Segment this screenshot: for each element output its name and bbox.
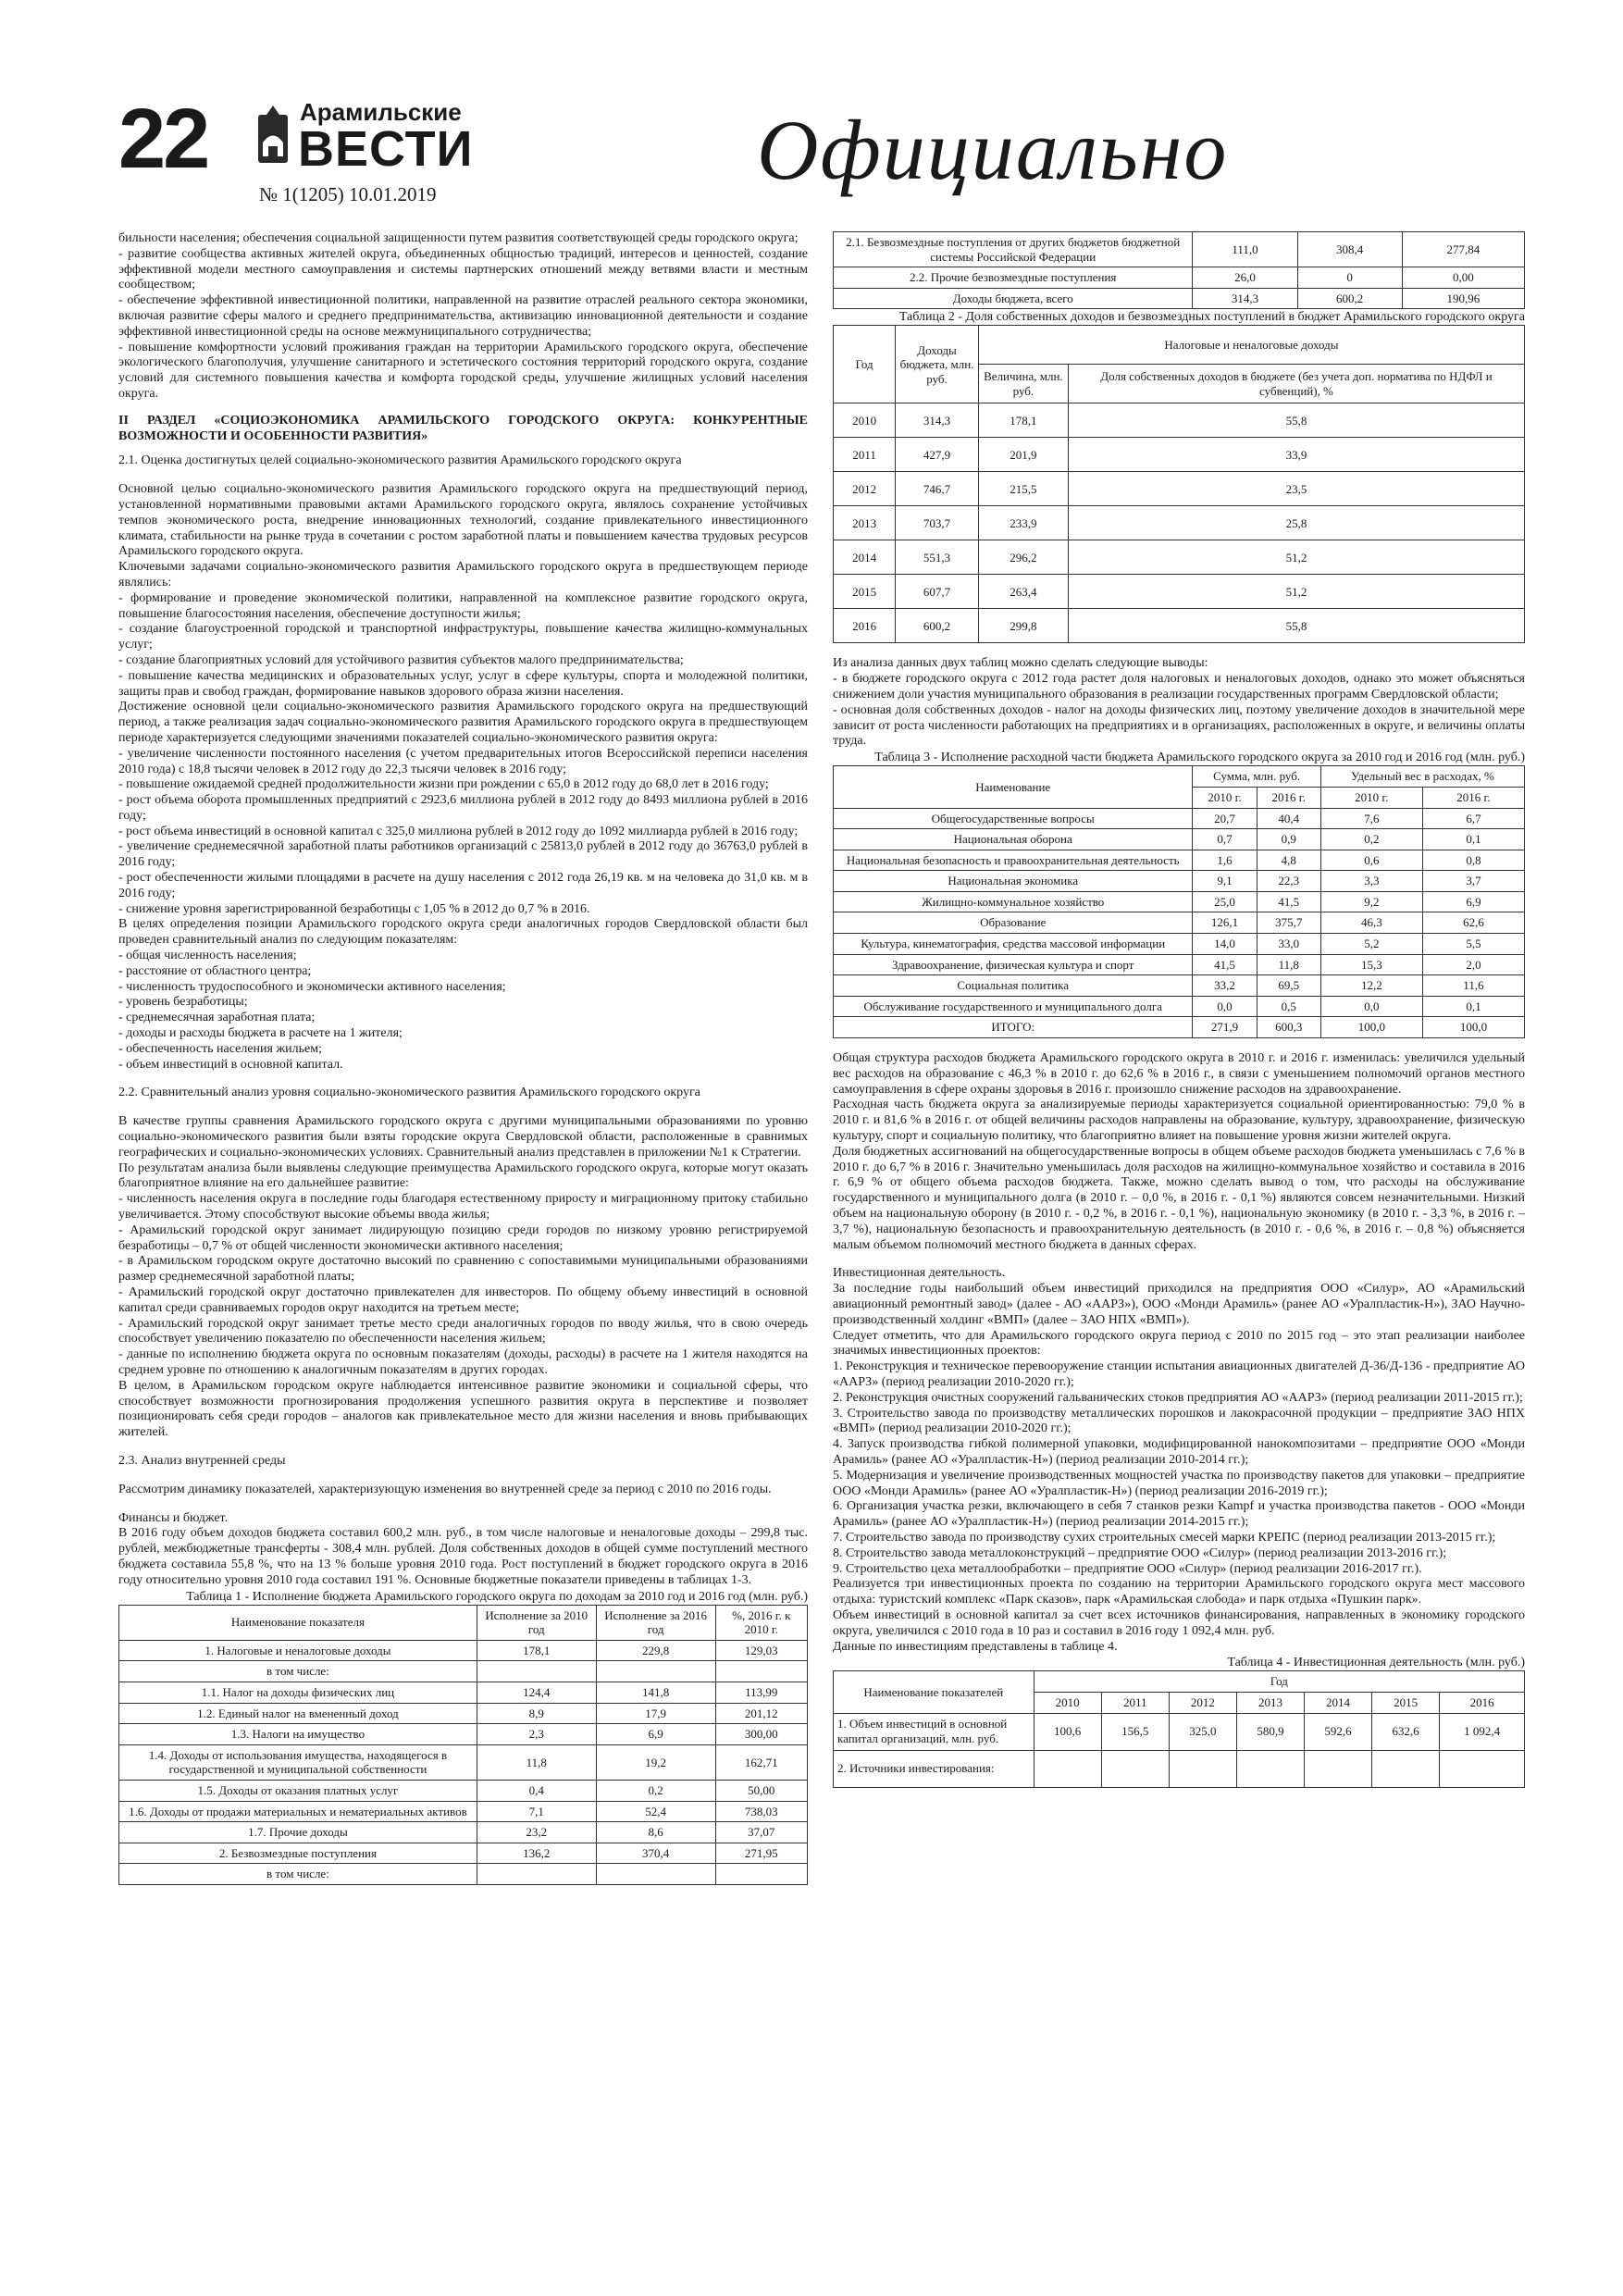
table-cell: 370,4: [596, 1843, 715, 1864]
table-cell: Социальная политика: [834, 975, 1193, 997]
table-cell: 124,4: [477, 1682, 596, 1704]
table-cell: 17,9: [596, 1703, 715, 1724]
table-cell: 69,5: [1257, 975, 1320, 997]
table-1-continued: [833, 231, 1525, 309]
paragraph: - повышение комфортности условий проживания граждан на территории Арамильского городского округа, обеспечение экологического благополучия, улучшение санитарного и эстетического состояния территорий городского округа, создание условий для системного повышения качества и комфорта городской среды, улучшение жилищных условий населения округа.: [118, 340, 808, 401]
paragraph: Данные по инвестициям представлены в таблице 4.: [833, 1639, 1118, 1654]
table-cell: 33,0: [1257, 934, 1320, 955]
list-item: 5. Модернизация и увеличение производственных мощностей участка по производству пакетов для упаковки – предприятие ООО «Монди Арамиль» (ранее АО «Уралпластик-Н») (период реализации 2016-2019 гг.);: [833, 1468, 1525, 1498]
table-cell: 325,0: [1169, 1713, 1236, 1750]
table-cell: в том числе:: [119, 1864, 477, 1885]
table-cell: 0,4: [477, 1780, 596, 1801]
table-header: Год: [1034, 1671, 1524, 1693]
table-row: [834, 403, 1525, 438]
paragraph: - обеспечение эффективной инвестиционной политики, направленной на развитие отраслей реального сектора экономики, включая развитие сферы малого и среднего предпринимательства, активизацию инновационной деятельности и создание эффективной инвестиционной среды на основе межмуниципального сотрудничества;: [118, 293, 808, 339]
subsection-heading: 2.3. Анализ внутренней среды: [118, 1453, 286, 1468]
table-row: [119, 1843, 808, 1864]
table-1-caption: Таблица 1 - Исполнение бюджета Арамильского городского округа по доходам за 2010 год и 2016 год (млн. руб.): [186, 1589, 808, 1604]
paragraph: В целях определения позиции Арамильского городского округа среди аналогичных городов Свердловской области был проведен сравнительный анализ по следующим показателям:: [118, 917, 808, 948]
table-row: [834, 438, 1525, 472]
list-item: - численность населения округа в последние годы благодаря естественному приросту и миграционному притоку стабильно увеличивается. Этому способствуют высокие объемы ввода жилья;: [118, 1192, 808, 1222]
paragraph: Реализуется три инвестиционных проекта по созданию на территории Арамильского городского округа мест массового отдыха: туристский комплекс «Парк сказов», парк «Арамильская слобода» и парк отдыха «Пушкин парк».: [833, 1577, 1525, 1607]
table-cell: Общегосударственные вопросы: [834, 808, 1193, 829]
issue-date: № 1(1205) 10.01.2019: [259, 183, 437, 205]
table-row: [834, 829, 1525, 850]
page-number: 22: [118, 92, 208, 186]
list-item: - в Арамильском городском округе достаточно высокий по сравнению с сопоставимыми муниципальными образованиями размер среднемесячной заработной платы;: [118, 1254, 808, 1285]
table-cell: [1236, 1750, 1304, 1787]
table-row: [119, 1682, 808, 1704]
list-item: 7. Строительство завода по производству сухих строительных смесей марки КРЕПС (период реализации 2013-2015 гг.);: [833, 1530, 1496, 1545]
table-cell: 5,5: [1422, 934, 1524, 955]
table-cell: 55,8: [1068, 403, 1524, 438]
list-item: - численность трудоспособного и экономически активного населения;: [118, 979, 506, 994]
table-row: [119, 1801, 808, 1822]
table-row: [834, 1713, 1525, 1750]
list-item: 4. Запуск производства гибкой полимерной упаковки, модифицированной нанокомпозитами – предприятие ООО «Монди Арамиль» (ранее АО «Уралпластик-Н») (период реализации 2010-2014 гг.);: [833, 1437, 1525, 1467]
table-cell: 600,3: [1257, 1017, 1320, 1038]
paragraph: Общая структура расходов бюджета Арамильского городского округа в 2010 г. и 2016 г. изменилась: увеличился удельный вес расходов на образование с 46,3 % в 2010 г. до 62,6 % в 2016 г., в связи с уменьшением полномочий органов местного самоуправления в сфере охраны здоровья в 2016 г. произошло снижение расходов на здравоохранение.: [833, 1051, 1525, 1097]
table-cell: Обслуживание государственного и муниципального долга: [834, 996, 1193, 1017]
table-cell: 2. Источники инвестирования:: [834, 1750, 1035, 1787]
table-cell: 2015: [834, 575, 896, 609]
table-cell: 11,8: [1257, 954, 1320, 975]
table-cell: 1.2. Единый налог на вмененный доход: [119, 1703, 477, 1724]
table-cell: [477, 1864, 596, 1885]
table-cell: 271,9: [1193, 1017, 1257, 1038]
table-cell: 2. Безвозмездные поступления: [119, 1843, 477, 1864]
section-title: Официально: [757, 103, 1229, 197]
table-cell: [715, 1864, 807, 1885]
paragraph: бильности населения; обеспечения социальной защищенности путем развития соответствующей среды городского округа;: [118, 231, 799, 245]
table-cell: 551,3: [896, 540, 979, 575]
brand-subtitle: Арамильские: [300, 98, 462, 126]
table-cell: 2010: [834, 403, 896, 438]
list-item: - формирование и проведение экономической политики, направленной на комплексное развитие городского округа, повышение благосостояния населения, обеспечение доступности жилья;: [118, 590, 808, 621]
table-cell: 25,8: [1068, 506, 1524, 540]
list-item: 3. Строительство завода по производству металлических порошков и лакокрасочной продукции – предприятие ЗАО НПХ «ВМП» (период реализации 2010-2020 гг.);: [833, 1406, 1525, 1436]
list-item: - увеличение среднемесячной заработной платы работников организаций с 25813,0 рублей в 2012 году до 36763,0 рублей в 2016 году;: [118, 839, 808, 870]
table-row: [834, 850, 1525, 871]
table-cell: 129,03: [715, 1640, 807, 1661]
table-cell: 11,6: [1422, 975, 1524, 997]
table-row: [119, 1864, 808, 1885]
table-cell: 271,95: [715, 1843, 807, 1864]
table-cell: [1372, 1750, 1440, 1787]
table-header: 2015: [1372, 1692, 1440, 1713]
table-header: 2016: [1440, 1692, 1525, 1713]
list-item: - повышение ожидаемой средней продолжительности жизни при рождении с 65,0 в 2012 году до 68,0 лет в 2016 году;: [118, 777, 769, 792]
table-cell: 178,1: [477, 1640, 596, 1661]
table-cell: 8,6: [596, 1822, 715, 1843]
list-item: 6. Организация участка резки, включающего в себя 7 станков резки Kampf и участка производства пакетов - ООО «Монди Арамиль» (ранее АО «Уралпластик-Н») (период реализации 2014-2015 гг.);: [833, 1499, 1525, 1530]
table-cell: 178,1: [978, 403, 1068, 438]
list-item: - рост объема инвестиций в основной капитал с 325,0 миллиона рублей в 2012 году до 1092 миллиарда рублей в 2016 году;: [118, 824, 799, 838]
table-row: [834, 506, 1525, 540]
paragraph: Доля бюджетных ассигнований на общегосударственные вопросы в общем объеме расходов бюджета уменьшилась с 7,6 % в 2010 г. до 6,7 % в 2016 г. Значительно уменьшилась доля расходов на жилищно-коммунальное хозяйство и составила в 2016 г. 6,9 % от общего объема расходов бюджета. Также, можно сделать вывод о том, что расходы на обслуживание государственного и муниципального долга (в 2010 г. – 0,0 %, в 2016 г. - 0,1 %) являются совсем незначительными. Низкий объем на национальную оборону (в 2010 г. - 0,2 %, в 2016 г. - 0,1 %), национальную экономику (в 2010 г. - 3,3 %, в 2016 г. – 3,7 %), национальную безопасность и правоохранительную деятельность (в 2010 г. - 0,6 %, в 2016 г. – 0,8 %) объясняется малым объемом полномочий местного бюджета в данных сферах.: [833, 1144, 1525, 1252]
table-row: [834, 267, 1525, 289]
list-item: 2. Реконструкция очистных сооружений гальванических стоков предприятия АО «ААРЗ» (период реализации 2011-2015 гг.);: [833, 1390, 1523, 1405]
table-cell: 2016: [834, 609, 896, 643]
table-3: [833, 765, 1525, 1038]
table-cell: 600,2: [1297, 288, 1402, 309]
paragraph: За последние годы наибольший объем инвестиций приходился на предприятия ООО «Силур», АО «Арамильский авиационный ремонтный завод» (далее - АО «ААРЗ»), ООО «Монди Арамиль» (ранее АО «Уралпластик-Н»), ЗАО Научно-производственный холдинг «ВМП» (далее – ЗАО НПХ «ВМП»).: [833, 1282, 1525, 1327]
table-cell: ИТОГО:: [834, 1017, 1193, 1038]
paragraph: Основной целью социально-экономического развития Арамильского городского округа на предшествующий период, установленной нормативными правовыми актами Арамильского городского округа, являлось сохранение устойчивых темпов экономического роста, внедрение инновационных технологий, создание привлекательного инвестиционного климата, стабильности на рынке труда в сочетании с ростом заработной платы и повышением качества трудовых ресурсов Арамильского городского округа.: [118, 482, 808, 559]
table-cell: 141,8: [596, 1682, 715, 1704]
table-cell: 0,6: [1320, 850, 1422, 871]
table-cell: 2012: [834, 472, 896, 506]
table-4: [833, 1670, 1525, 1787]
table-cell: 41,5: [1257, 891, 1320, 912]
table-cell: 0,5: [1257, 996, 1320, 1017]
table-cell: 1,6: [1193, 850, 1257, 871]
table-cell: 201,12: [715, 1703, 807, 1724]
table-cell: 1.5. Доходы от оказания платных услуг: [119, 1780, 477, 1801]
paragraph: - развитие сообщества активных жителей округа, объединенных общностью традиций, интересов и ценностей, создание эффективной модели местного самоуправления и системы партнерских отношений между ветвями власти и местным сообществом;: [118, 246, 808, 292]
table-row: [119, 1640, 808, 1661]
table-row: [834, 1750, 1525, 1787]
table-cell: 632,6: [1372, 1713, 1440, 1750]
table-cell: 46,3: [1320, 912, 1422, 934]
left-column: [118, 231, 808, 1885]
table-cell: [1440, 1750, 1525, 1787]
table-row: [834, 540, 1525, 575]
table-cell: 156,5: [1101, 1713, 1169, 1750]
table-cell: 12,2: [1320, 975, 1422, 997]
list-item: - рост обеспеченности жилыми площадями в расчете на душу населения с 2012 года 26,19 кв. м на человека до 31,0 кв. м в 2016 году;: [118, 871, 808, 900]
table-header: %, 2016 г. к 2010 г.: [715, 1605, 807, 1640]
table-cell: 8,9: [477, 1703, 596, 1724]
table-header: 2012: [1169, 1692, 1236, 1713]
table-cell: 2014: [834, 540, 896, 575]
table-row: [834, 996, 1525, 1017]
table-cell: 62,6: [1422, 912, 1524, 934]
paragraph: В качестве группы сравнения Арамильского городского округа с другими муниципальными образованиями по уровню социально-экономического развития были взяты городские округа Свердловской области, расположенные в сравнимых географических и социально-экономических условиях. Сравнительный анализ представлен в приложении №1 к Стратегии.: [118, 1114, 808, 1160]
table-cell: 375,7: [1257, 912, 1320, 934]
table-cell: 2,3: [477, 1724, 596, 1745]
table-cell: 607,7: [896, 575, 979, 609]
list-item: 1. Реконструкция и техническое перевооружение станции испытания авиационных двигателей Д-36/Д-136 - предприятие АО «ААРЗ» (период реализации 2010-2020 гг.);: [833, 1359, 1525, 1389]
table-cell: 100,6: [1034, 1713, 1101, 1750]
list-item: - создание благоприятных условий для устойчивого развития субъектов малого предпринимательства;: [118, 652, 684, 667]
table-cell: Национальная оборона: [834, 829, 1193, 850]
table-cell: Культура, кинематография, средства массовой информации: [834, 934, 1193, 955]
table-cell: 136,2: [477, 1843, 596, 1864]
table-header: 2016 г.: [1257, 787, 1320, 808]
table-row: [119, 1724, 808, 1745]
table-cell: 0,0: [1320, 996, 1422, 1017]
table-2: [833, 325, 1525, 643]
table-cell: 100,0: [1320, 1017, 1422, 1038]
table-cell: 15,3: [1320, 954, 1422, 975]
table-cell: 5,2: [1320, 934, 1422, 955]
table-cell: 11,8: [477, 1744, 596, 1780]
table-header: Наименование показателя: [119, 1605, 477, 1640]
table-cell: 229,8: [596, 1640, 715, 1661]
list-item: - Арамильский городской округ занимает третье место среди аналогичных городов по вводу жилья, что в свою очередь способствует увеличению показателю по обеспеченности населения жильем;: [118, 1316, 808, 1347]
list-item: 8. Строительство завода металлоконструкций – предприятие ООО «Силур» (период реализации 2013-2016 гг.);: [833, 1545, 1447, 1560]
list-item: - Арамильский городской округ достаточно привлекателен для инвесторов. По общему объему инвестиций в основной капитал среди сравниваемых городов округ находится на третьем месте;: [118, 1285, 808, 1315]
table-cell: 25,0: [1193, 891, 1257, 912]
table-cell: 2013: [834, 506, 896, 540]
paragraph: Расходная часть бюджета округа за анализируемые периоды характеризуется социальной ориентированностью: 79,0 % в 2010 г. и 81,6 % в 2016 г. от общей величины расходов направлены на образование, культуру, здравоохранение, физическую культуру, спорт и социальную политику, что благоприятно влияет на повышение уровня жизни жителей округа.: [833, 1098, 1525, 1144]
table-cell: 113,99: [715, 1682, 807, 1704]
table-cell: 1.4. Доходы от использования имущества, находящегося в государственной и муниципальной собственности: [119, 1744, 477, 1780]
table-2-caption: Таблица 2 - Доля собственных доходов и безвозмездных поступлений в бюджет Арамильского городского округа: [898, 310, 1525, 325]
table-cell: 6,9: [1422, 891, 1524, 912]
table-cell: Жилищно-коммунальное хозяйство: [834, 891, 1193, 912]
table-header: Доля собственных доходов в бюджете (без учета доп. норматива по НДФЛ и субвенций), %: [1068, 365, 1524, 403]
paragraph: Ключевыми задачами социально-экономического развития Арамильского городского округа в предшествующем периоде являлись:: [118, 560, 808, 590]
list-item: - обеспеченность населения жильем;: [118, 1041, 322, 1056]
table-header: Исполнение за 2010 год: [477, 1605, 596, 1640]
table-row: [834, 609, 1525, 643]
list-item: - снижение уровня зарегистрированной безработицы с 1,05 % в 2012 до 0,7 % в 2016.: [118, 901, 590, 916]
table-cell: 7,6: [1320, 808, 1422, 829]
table-1: [118, 1605, 808, 1885]
paragraph: Рассмотрим динамику показателей, характеризующую изменения во внутренней среде за период с 2010 по 2016 годы.: [118, 1482, 772, 1496]
table-header: Год: [834, 326, 896, 403]
table-cell: 233,9: [978, 506, 1068, 540]
table-cell: [596, 1661, 715, 1682]
table-cell: [1101, 1750, 1169, 1787]
table-cell: 0,7: [1193, 829, 1257, 850]
table-cell: 41,5: [1193, 954, 1257, 975]
table-3-caption: Таблица 3 - Исполнение расходной части бюджета Арамильского городского округа за 2010 год и 2016 год (млн. руб.): [874, 751, 1525, 765]
table-cell: 23,5: [1068, 472, 1524, 506]
table-cell: 126,1: [1193, 912, 1257, 934]
table-cell: 592,6: [1305, 1713, 1372, 1750]
city-crest-icon: [255, 105, 291, 172]
table-cell: 0,9: [1257, 829, 1320, 850]
paragraph: В целом, в Арамильском городском округе наблюдается интенсивное развитие экономики и социальной сферы, что способствует возможности прогнозирования продолжения успешного развития округа в перспективе и позволяет позиционировать себя среди городов – аналогов как привлекательное место для жизни населения и вновь прибывающих жителей.: [118, 1378, 808, 1440]
table-cell: 22,3: [1257, 871, 1320, 892]
list-item: - в бюджете городского округа с 2012 года растет доля налоговых и неналоговых доходов, однако это может объясняться снижением доли участия муниципального образования в реализации государственных программ Свердловской области;: [833, 672, 1525, 702]
table-cell: 0: [1297, 267, 1402, 289]
table-cell: 1 092,4: [1440, 1713, 1525, 1750]
table-row: [834, 912, 1525, 934]
table-header: 2011: [1101, 1692, 1169, 1713]
table-row: [834, 808, 1525, 829]
table-cell: [1305, 1750, 1372, 1787]
table-cell: 580,9: [1236, 1713, 1304, 1750]
list-item: - повышение качества медицинских и образовательных услуг, услуг в сфере культуры, спорта и молодежной политики, защиты прав и свобод граждан, формирование навыков здорового образа жизни населения.: [118, 668, 808, 699]
list-item: - создание благоустроенной городской и транспортной инфраструктуры, повышение качества жилищно-коммунальных услуг;: [118, 622, 808, 652]
subsection-heading: 2.1. Оценка достигнутых целей социально-экономического развития Арамильского городского округа: [118, 453, 682, 468]
table-cell: 4,8: [1257, 850, 1320, 871]
table-cell: 263,4: [978, 575, 1068, 609]
table-cell: 2.1. Безвозмездные поступления от других бюджетов бюджетной системы Российской Федерации: [834, 232, 1193, 267]
table-cell: 0,8: [1422, 850, 1524, 871]
table-cell: 314,3: [1193, 288, 1297, 309]
table-cell: 3,3: [1320, 871, 1422, 892]
list-item: 9. Строительство цеха металлообработки – предприятие ООО «Силур» (период реализации 2016-2017 гг.).: [833, 1561, 1422, 1576]
table-cell: 33,9: [1068, 438, 1524, 472]
table-cell: 40,4: [1257, 808, 1320, 829]
table-cell: 300,00: [715, 1724, 807, 1745]
list-item: - объем инвестиций в основной капитал.: [118, 1057, 343, 1072]
list-item: - уровень безработицы;: [118, 995, 248, 1010]
table-header: Исполнение за 2016 год: [596, 1605, 715, 1640]
table-row: [834, 934, 1525, 955]
table-cell: 33,2: [1193, 975, 1257, 997]
table-cell: 600,2: [896, 609, 979, 643]
table-cell: 1.7. Прочие доходы: [119, 1822, 477, 1843]
right-column: [833, 231, 1525, 1788]
list-item: - общая численность населения;: [118, 949, 297, 963]
subsection-heading: 2.2. Сравнительный анализ уровня социально-экономического развития Арамильского городского округа: [118, 1086, 700, 1100]
table-cell: 1.3. Налоги на имущество: [119, 1724, 477, 1745]
table-header: 2014: [1305, 1692, 1372, 1713]
table-cell: 6,7: [1422, 808, 1524, 829]
table-cell: 201,9: [978, 438, 1068, 472]
table-header: Удельный вес в расходах, %: [1320, 766, 1524, 788]
table-cell: 19,2: [596, 1744, 715, 1780]
list-item: - увеличение численности постоянного населения (с учетом предварительных итогов Всероссийской переписи населения 2010 года) с 18,8 тысячи человек в 2012 году до 22,3 тысячи человек в 2016 году;: [118, 746, 808, 776]
table-cell: 746,7: [896, 472, 979, 506]
table-cell: 37,07: [715, 1822, 807, 1843]
section-heading: II РАЗДЕЛ «СОЦИОЭКОНОМИКА АРАМИЛЬСКОГО ГОРОДСКОГО ОКРУГА: КОНКУРЕНТНЫЕ ВОЗМОЖНОСТИ И ОСОБЕННОСТИ РАЗВИТИЯ»: [118, 413, 808, 443]
brand-title: ВЕСТИ: [298, 121, 474, 177]
paragraph: Достижение основной цели социально-экономического развития Арамильского городского округа на предшествующий период, а также реализация задач социально-экономического развития Арамильского городского округа в предшествующем периоде характеризуется следующими значениями показателей социально-экономического развития округа:: [118, 700, 808, 745]
table-cell: [1169, 1750, 1236, 1787]
table-cell: 6,9: [596, 1724, 715, 1745]
table-header: Наименование: [834, 766, 1193, 808]
table-cell: 427,9: [896, 438, 979, 472]
table-header: Доходы бюджета, млн. руб.: [896, 326, 979, 403]
table-row: [834, 975, 1525, 997]
table-cell: 0,1: [1422, 996, 1524, 1017]
table-cell: Здравоохранение, физическая культура и спорт: [834, 954, 1193, 975]
paragraph: По результатам анализа были выявлены следующие преимущества Арамильского городского округа, которые могут оказать благоприятное влияние на его дальнейшее развитие:: [118, 1160, 808, 1191]
table-cell: 0,00: [1402, 267, 1524, 289]
list-item: - доходы и расходы бюджета в расчете на 1 жителя;: [118, 1026, 403, 1041]
list-item: - основная доля собственных доходов - налог на доходы физических лиц, поэтому увеличение доходов в значительной мере зависит от роста численности работающих на предприятиях и в организациях, расположенных в округе, и величины оплаты труда.: [833, 702, 1525, 749]
table-cell: 55,8: [1068, 609, 1524, 643]
table-header: Наименование показателей: [834, 1671, 1035, 1713]
table-header: Сумма, млн. руб.: [1193, 766, 1320, 788]
table-cell: [715, 1661, 807, 1682]
table-cell: 9,2: [1320, 891, 1422, 912]
table-cell: 1.1. Налог на доходы физических лиц: [119, 1682, 477, 1704]
list-item: - рост объема оборота промышленных предприятий с 2923,6 миллиона рублей в 2012 году до 8493 миллиона рублей в 2016 году;: [118, 793, 808, 823]
paragraph: Из анализа данных двух таблиц можно сделать следующие выводы:: [833, 656, 1208, 671]
table-cell: 2,0: [1422, 954, 1524, 975]
table-cell: 23,2: [477, 1822, 596, 1843]
table-cell: 2.2. Прочие безвозмездные поступления: [834, 267, 1193, 289]
table-cell: 299,8: [978, 609, 1068, 643]
table-cell: 7,1: [477, 1801, 596, 1822]
table-row: [119, 1661, 808, 1682]
table-cell: 100,0: [1422, 1017, 1524, 1038]
table-cell: 50,00: [715, 1780, 807, 1801]
paragraph: Финансы и бюджет.: [118, 1510, 229, 1525]
table-cell: 51,2: [1068, 575, 1524, 609]
table-cell: 9,1: [1193, 871, 1257, 892]
paragraph: Инвестиционная деятельность.: [833, 1266, 1006, 1281]
table-cell: 1. Объем инвестиций в основной капитал организаций, млн. руб.: [834, 1713, 1035, 1750]
table-cell: 703,7: [896, 506, 979, 540]
table-row: [119, 1780, 808, 1801]
paragraph: Следует отметить, что для Арамильского городского округа период с 2010 по 2015 год – это этап реализации наиболее значимых инвестиционных проектов:: [833, 1328, 1525, 1359]
table-header: Налоговые и неналоговые доходы: [978, 326, 1524, 365]
table-cell: 296,2: [978, 540, 1068, 575]
table-row: [834, 288, 1525, 309]
table-row: [834, 1017, 1525, 1038]
table-header: Величина, млн. руб.: [978, 365, 1068, 403]
list-item: - расстояние от областного центра;: [118, 963, 312, 978]
table-cell: 0,0: [1193, 996, 1257, 1017]
table-row: [119, 1822, 808, 1843]
table-cell: 0,2: [596, 1780, 715, 1801]
table-cell: 14,0: [1193, 934, 1257, 955]
list-item: - Арамильский городской округ занимает лидирующую позицию среди городов по низкому уровню регистрируемой безработицы – 0,7 % от общей численности экономически активного населения;: [118, 1222, 808, 1253]
table-cell: 0,2: [1320, 829, 1422, 850]
table-header: 2010 г.: [1193, 787, 1257, 808]
list-item: - данные по исполнению бюджета округа по основным показателям (доходы, расходы) в расчете на 1 жителя находятся на среднем уровне по отношению к аналогичным показателям в других городах.: [118, 1347, 808, 1377]
table-cell: 26,0: [1193, 267, 1297, 289]
table-cell: Образование: [834, 912, 1193, 934]
table-cell: 190,96: [1402, 288, 1524, 309]
table-cell: 52,4: [596, 1801, 715, 1822]
table-cell: 20,7: [1193, 808, 1257, 829]
list-item: - среднемесячная заработная плата;: [118, 1011, 316, 1025]
paragraph: Объем инвестиций в основной капитал за счет всех источников финансирования, направленных в экономику городского округа, увеличился с 2010 года в 10 раз и составил в 2016 году 1 092,4 млн. руб.: [833, 1607, 1525, 1638]
table-cell: [596, 1864, 715, 1885]
table-cell: 738,03: [715, 1801, 807, 1822]
table-row: [834, 232, 1525, 267]
table-cell: 1.6. Доходы от продажи материальных и нематериальных активов: [119, 1801, 477, 1822]
table-cell: 1. Налоговые и неналоговые доходы: [119, 1640, 477, 1661]
table-row: [119, 1703, 808, 1724]
table-cell: 215,5: [978, 472, 1068, 506]
table-cell: 0,1: [1422, 829, 1524, 850]
table-cell: 51,2: [1068, 540, 1524, 575]
table-row: [834, 472, 1525, 506]
table-cell: Национальная безопасность и правоохранительная деятельность: [834, 850, 1193, 871]
table-row: [834, 891, 1525, 912]
table-cell: Национальная экономика: [834, 871, 1193, 892]
table-cell: [477, 1661, 596, 1682]
table-header: 2010: [1034, 1692, 1101, 1713]
table-4-caption: Таблица 4 - Инвестиционная деятельность (млн. руб.): [1227, 1656, 1525, 1670]
table-cell: в том числе:: [119, 1661, 477, 1682]
table-row: [119, 1744, 808, 1780]
paragraph: В 2016 году объем доходов бюджета составил 600,2 млн. руб., в том числе налоговые и неналоговые доходы – 299,8 тыс. рублей, межбюджетные трансферты - 308,4 млн. рублей. Доля собственных доходов в общей сумме поступлений местного бюджета составила 55,8 %, что на 13 % больше уровня 2010 года. Рост поступлений в бюджет городского округа в 2016 году относительно уровня 2010 года составил 191 %. Основные бюджетные показатели приведены в таблицах 1-3.: [118, 1526, 808, 1587]
table-row: [834, 871, 1525, 892]
table-header: 2010 г.: [1320, 787, 1422, 808]
table-cell: 111,0: [1193, 232, 1297, 267]
masthead: [118, 89, 1506, 214]
table-cell: 162,71: [715, 1744, 807, 1780]
table-cell: [1034, 1750, 1101, 1787]
table-header: 2016 г.: [1422, 787, 1524, 808]
table-header: 2013: [1236, 1692, 1304, 1713]
table-cell: 3,7: [1422, 871, 1524, 892]
table-row: [834, 575, 1525, 609]
table-cell: 2011: [834, 438, 896, 472]
table-cell: Доходы бюджета, всего: [834, 288, 1193, 309]
table-cell: 314,3: [896, 403, 979, 438]
table-cell: 277,84: [1402, 232, 1524, 267]
table-row: [834, 954, 1525, 975]
table-cell: 308,4: [1297, 232, 1402, 267]
